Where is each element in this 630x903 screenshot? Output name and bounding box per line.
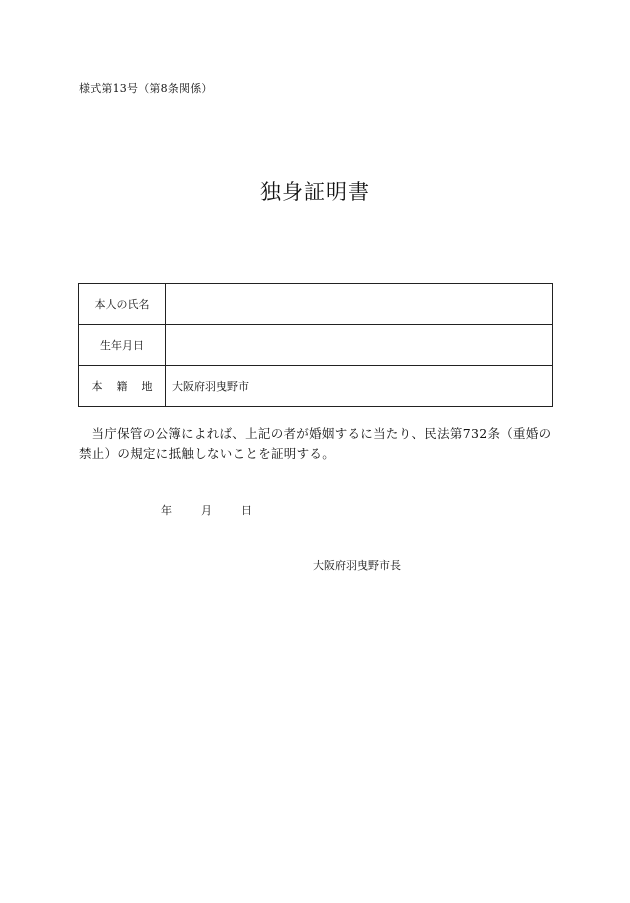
- document-title: 独身証明書: [260, 180, 370, 204]
- date-year-label: 年: [161, 504, 172, 517]
- birthdate-label: 生年月日: [79, 325, 166, 366]
- name-label: 本人の氏名: [79, 284, 166, 325]
- date-month-label: 月: [201, 504, 212, 517]
- issuer-name: 大阪府羽曳野市長: [313, 559, 401, 572]
- registered-domicile-value: 大阪府羽曳野市: [166, 366, 553, 407]
- personal-info-table: [78, 283, 553, 407]
- table-row: [79, 325, 553, 366]
- form-number: 様式第13号（第8条関係）: [79, 82, 213, 95]
- registered-domicile-label: 本籍地: [79, 366, 166, 407]
- issue-date: [161, 502, 252, 518]
- statement-text: 当庁保管の公簿によれば、上記の者が婚姻するに当たり、民法第732条（重婚の禁止）の規定に抵触しないことを証明する。: [79, 426, 552, 461]
- birthdate-field[interactable]: [166, 325, 553, 366]
- certification-statement: [79, 424, 555, 464]
- table-row: [79, 284, 553, 325]
- table-row: [79, 366, 553, 407]
- date-day-label: 日: [241, 504, 252, 517]
- name-field[interactable]: [166, 284, 553, 325]
